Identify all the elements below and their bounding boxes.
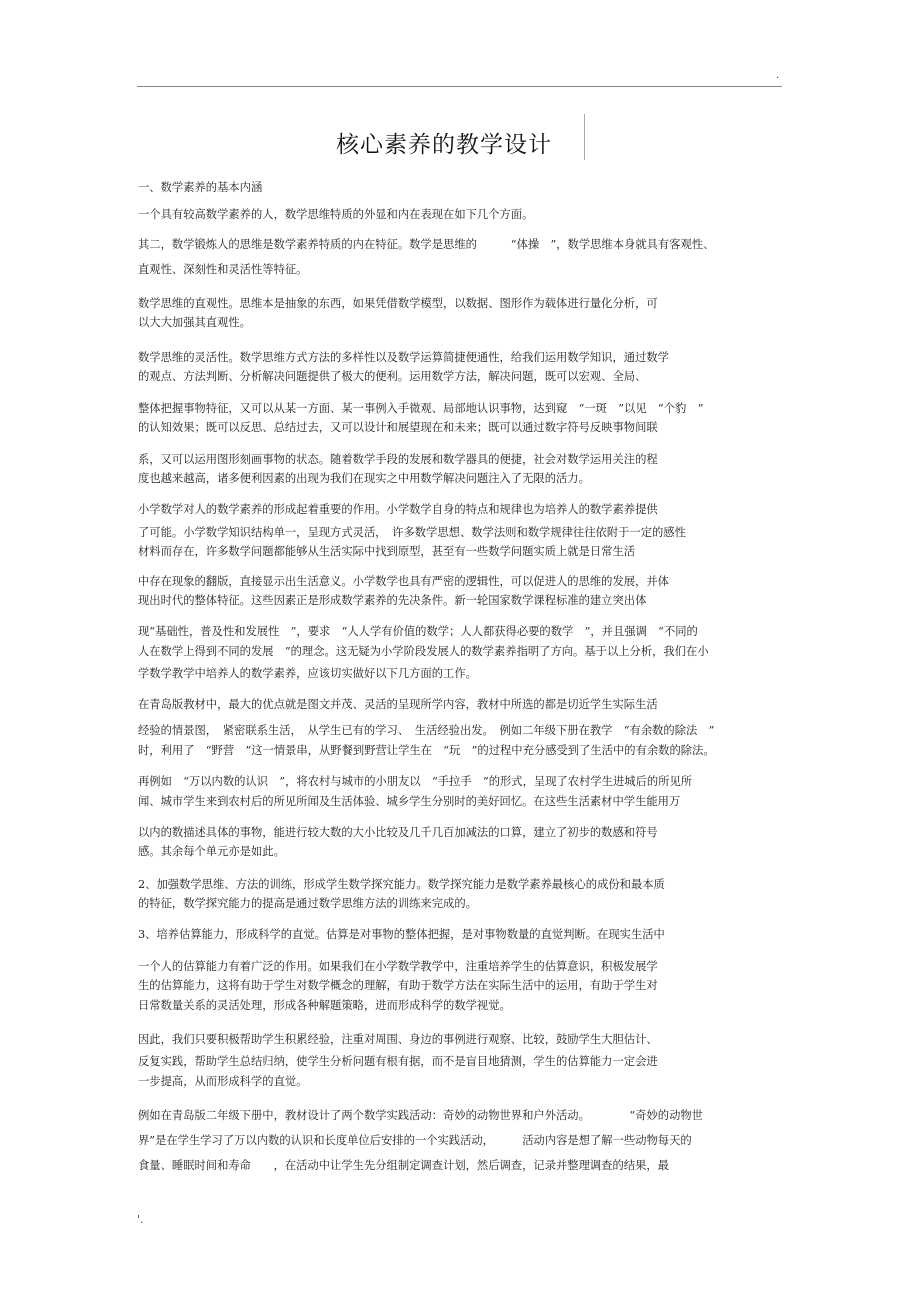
body-line: 中存在现象的翻版，直接显示出生活意义。小学数学也具有严密的逻辑性，可以促进人的思维的发展，并体 <box>138 575 669 588</box>
body-line: 例如在青岛版二年级下册中，教材设计了两个数学实践活动：奇妙的动物世界和户外活动。 “奇妙的动物世 <box>138 1109 703 1122</box>
body-line: 以内的数描述具体的事物，能进行较大数的大小比较及几千几百加减法的口算，建立了初步的数感和符号 <box>138 826 658 839</box>
body-line: 小学数学对人的数学素养的形成起着重要的作用。小学数学自身的特点和规律也为培养人的数学素养提供 <box>138 503 658 516</box>
body-line: 再例如 “万以内数的认识 ”，将农村与城市的小朋友以 “手拉手 ”的形式，呈现了农村学生进城后的所见所 <box>138 775 693 788</box>
body-line: 数学思维的灵活性。数学思维方式方法的多样性以及数学运算简捷便通性，给我们运用数学知识，通过数学 <box>138 351 669 364</box>
document-title: 核心素养的教学设计 <box>336 132 552 158</box>
body-line: 2、加强数学思维、方法的训练，形成学生数学探究能力。数学探究能力是数学素养最核心的成份和最本质 <box>138 878 665 891</box>
body-line: 整体把握事物特征，又可以从某一方面、某一事例入手微观、局部地认识事物，达到窥 “一斑 ”以见 “个豹 ” <box>138 402 704 415</box>
body-line: 在青岛版教材中，最大的优点就是图文并茂、灵活的呈现所学内容，教材中所选的都是切近学生实际生活 <box>138 698 658 711</box>
body-line: 的特征，数学探究能力的提高是通过数学思维方法的训练来完成的。 <box>138 897 477 910</box>
body-line: 一步提高，从而形成科学的直觉。 <box>138 1075 308 1088</box>
body-line: 了可能。小学数学知识结构单一，呈现方式灵活， 许多数学思想、数学法则和数学规律往往依附于一定的感性 <box>138 526 686 539</box>
header-rule <box>137 86 782 87</box>
body-line: 其二，数学锻炼人的思维是数学素养特质的内在特征。数学是思维的 “体操 ”，数学思维本身就具有客观性、 <box>138 238 715 251</box>
body-line: 系，又可以运用图形刻画事物的状态。随着数学手段的发展和数学器具的便捷，社会对数学运用关注的程 <box>138 453 658 466</box>
body-line: 界”是在学生学习了万以内数的认识和长度单位后安排的一个实践活动， 活动内容是想了解一些动物每天的 <box>138 1134 692 1147</box>
footer-mark: '. <box>137 1213 144 1226</box>
body-line: 一、数学素养的基本内涵 <box>138 181 263 194</box>
header-mark: . <box>776 70 780 81</box>
body-line: 一个人的估算能力有着广泛的作用。如果我们在小学数学教学中，注重培养学生的估算意识，积极发展学 <box>138 960 658 973</box>
body-line: 以大大加强其直观性。 <box>138 316 251 329</box>
body-line: 食量、睡眠时间和寿命 ，在活动中让学生先分组制定调查计划，然后调查，记录并整理调查的结果，最 <box>138 1159 669 1172</box>
body-line: 因此，我们只要积极帮助学生积累经验，注重对周围、身边的事例进行观察、比较，鼓励学生大胆估计、 <box>138 1033 658 1046</box>
body-line: 感。其余每个单元亦是如此。 <box>138 845 285 858</box>
body-line: 数学思维的直观性。思维本是抽象的东西，如果凭借数学模型，以数据、图形作为载体进行量化分析，可 <box>138 297 658 310</box>
body-line: 的认知效果；既可以反思、总结过去，又可以设计和展望现在和未来；既可以通过数字符号反映事物间联 <box>138 421 658 434</box>
body-line: 度也越来越高，诸多便利因素的出现为我们在现实之中用数学解决问题注入了无限的活力。 <box>138 472 590 485</box>
body-line: 现“基础性，普及性和发展性 ”，要求 “人人学有价值的数学；人人都获得必要的数学 ”，并且强调 “不同的 <box>138 625 698 638</box>
body-line: 时，利用了 “野营 ”这一情景串，从野餐到野营让学生在 “玩 ”的过程中充分感受到了生活中的有余数的除法。 <box>138 744 715 757</box>
body-line: 3、培养估算能力，形成科学的直觉。估算是对事物的整体把握，是对事物数量的直觉判断。在现实生活中 <box>138 928 665 941</box>
body-line: 的观点、方法判断、分析解决问题提供了极大的便利。运用数学方法，解决问题，既可以宏观、全局、 <box>138 370 647 383</box>
body-line: 生的估算能力，这将有助于学生对数学概念的理解，有助于数学方法在实际生活中的运用，有助于学生对 <box>138 979 658 992</box>
body-line: 经验的情景图， 紧密联系生活， 从学生已有的学习、 生活经验出发。 例如二年级下册在教学 “有余数的除法 ” <box>138 724 715 737</box>
body-line: 现出时代的整体特征。这些因素正是形成数学素养的先决条件。新一轮国家数学课程标准的建立突出体 <box>138 594 647 607</box>
title-cursor-bar <box>584 114 585 160</box>
body-line: 材料而存在，许多数学问题都能够从生活实际中找到原型，甚至有一些数学问题实质上就是日常生活 <box>138 545 636 558</box>
body-line: 反复实践，帮助学生总结归纳，使学生分析问题有根有据，而不是盲目地猜测，学生的估算能力一定会进 <box>138 1055 658 1068</box>
body-line: 一个具有较高数学素养的人，数学思维特质的外显和内在表现在如下几个方面。 <box>138 208 534 221</box>
body-line: 学数学教学中培养人的数学素养，应该切实做好以下几方面的工作。 <box>138 667 477 680</box>
body-line: 闻、城市学生来到农村后的所见所闻及生活体验、城乡学生分别时的美好回忆。在这些生活素材中学生能用万 <box>138 795 681 808</box>
body-line: 人在数学上得到不同的发展 ”的理念。这无疑为小学阶段发展人的数学素养指明了方向。基于以上分析，我们在小 <box>138 645 709 658</box>
body-line: 日常数量关系的灵活处理，形成各种解题策略，进而形成科学的数学视觉。 <box>138 999 511 1012</box>
body-line: 直观性、深刻性和灵活性等特征。 <box>138 263 308 276</box>
